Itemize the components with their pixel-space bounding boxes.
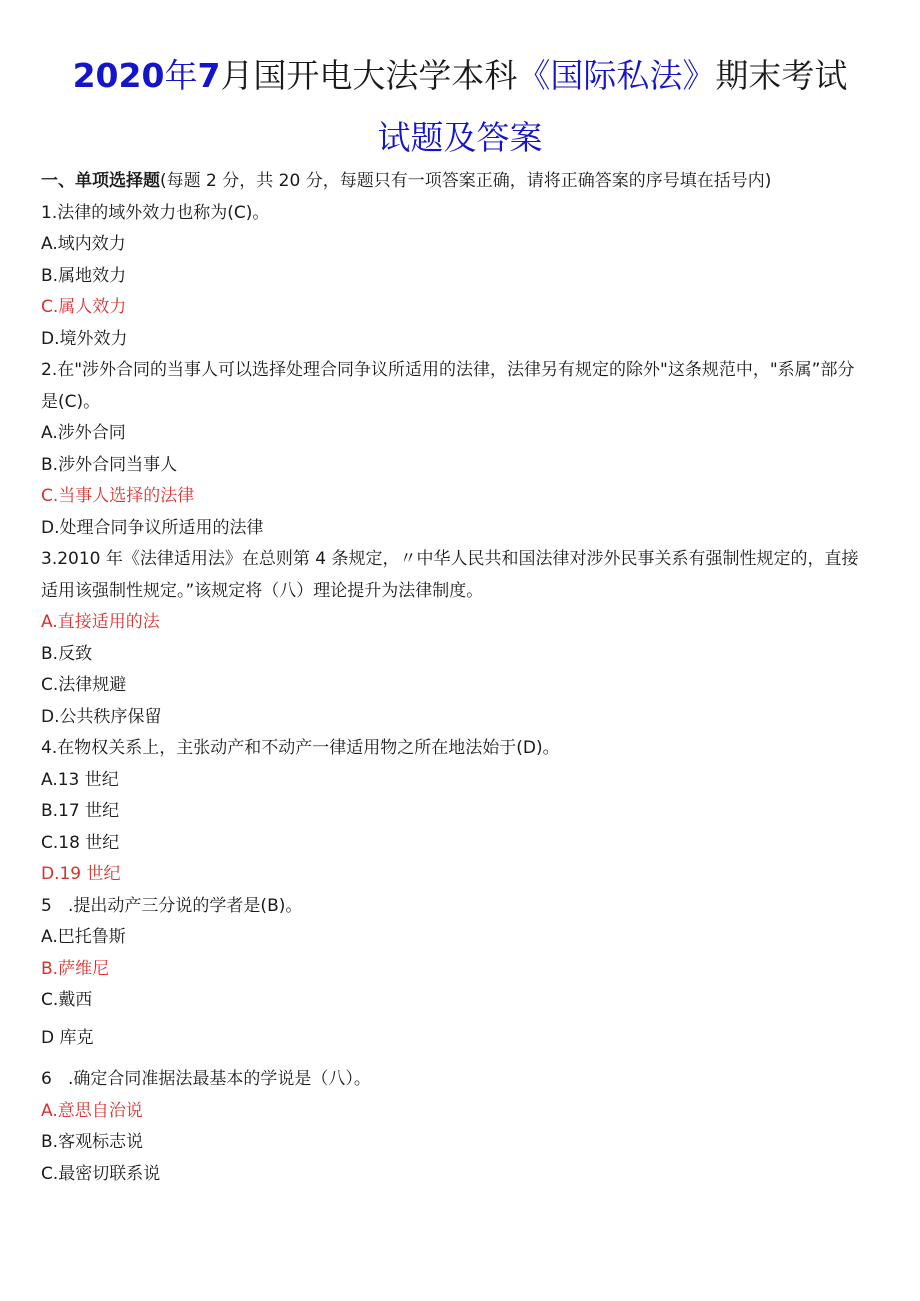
- option: A.域内效力: [41, 234, 126, 254]
- option: C.最密切联系说: [41, 1163, 161, 1184]
- option: B.属地效力: [41, 265, 127, 286]
- option: A.13 世纪: [41, 769, 119, 790]
- question-stem: 3.2010 年《法律适用法》在总则第 4 条规定，〃中华人民共和国法律对涉外民事关系有强制性规定的，直接适用该强制性规定。”该规定将（八）理论提升为法律制度。: [41, 549, 859, 601]
- section-instructions: (每题 2 分，共 20 分，每题只有一项答案正确，请将正确答案的序号填在括号内): [160, 171, 772, 191]
- option: C.戴西: [41, 990, 93, 1010]
- correct-option: B.萨维尼: [41, 958, 110, 979]
- title-month: 7: [197, 56, 221, 95]
- question-stem: 1.法律的域外效力也称为(C)。: [41, 202, 270, 223]
- title-year: 2020: [72, 56, 165, 95]
- document-title: [0, 52, 920, 100]
- document-subtitle: 试题及答案: [377, 118, 543, 157]
- question-stem: 6 .确定合同准据法最基本的学说是（八）。: [41, 1069, 371, 1089]
- correct-option: C.当事人选择的法律: [41, 486, 195, 506]
- section-title: 一、单项选择题: [41, 171, 160, 191]
- section-heading: [41, 166, 871, 198]
- option: D 库克: [41, 1027, 94, 1048]
- correct-option: A.意思自治说: [41, 1100, 143, 1121]
- title-year-unit: 年: [164, 56, 198, 95]
- correct-option: D.19 世纪: [41, 864, 121, 884]
- option: D.处理合同争议所适用的法律: [41, 517, 264, 538]
- option: D.公共秩序保留: [41, 706, 162, 727]
- option: C.法律规避: [41, 675, 127, 695]
- option: B.17 世纪: [41, 801, 120, 821]
- question-stem: 2.在"涉外合同的当事人可以选择处理合同争议所适用的法律，法律另有规定的除外"这条规范中，"系属”部分是(C)。: [41, 360, 855, 412]
- title-program: 月国开电大法学本科: [220, 56, 518, 95]
- option: B.客观标志说: [41, 1132, 144, 1152]
- option: A.巴托鲁斯: [41, 927, 126, 947]
- option: A.涉外合同: [41, 423, 126, 443]
- option: B.反致: [41, 643, 93, 664]
- option: D.境外效力: [41, 328, 128, 349]
- title-exam: 期末考试: [715, 56, 848, 95]
- question-stem: 4.在物权关系上，主张动产和不动产一律适用物之所在地法始于(D)。: [41, 738, 560, 758]
- correct-option: C.属人效力: [41, 297, 127, 317]
- option: B.涉外合同当事人: [41, 454, 178, 475]
- question-stem: 5 .提出动产三分说的学者是(B)。: [41, 895, 303, 916]
- correct-option: A.直接适用的法: [41, 612, 160, 632]
- exam-body: [41, 166, 871, 1190]
- title-course: 《国际私法》: [517, 56, 716, 95]
- option: C.18 世纪: [41, 832, 120, 853]
